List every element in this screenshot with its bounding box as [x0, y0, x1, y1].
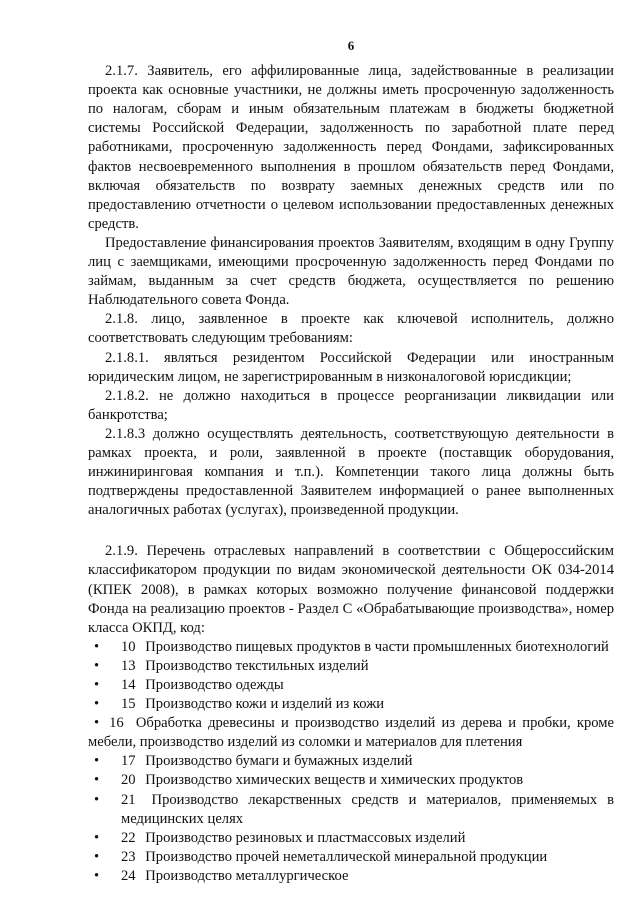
bullet-icon: • [94, 772, 100, 789]
list-item [88, 829, 614, 848]
bullet-icon: • [94, 791, 100, 808]
document-page [88, 36, 614, 886]
list-item [88, 867, 614, 886]
bullet-icon: • [94, 848, 100, 865]
bullet-icon: • [94, 753, 100, 770]
okpd-text: Производство металлургическое [145, 867, 349, 884]
okpd-text: Производство текстильных изделий [145, 657, 369, 674]
paragraph-2-1-8-1: 2.1.8.1. являться резидентом Российской Федерации или иностранным юридическим лицом, не зарегистрированным в низконалоговой юрисдикции; [88, 349, 614, 385]
okpd-text: Производство пищевых продуктов в части промышленных биотехнологий [145, 638, 609, 655]
paragraph-financing-group: Предоставление финансирования проектов Заявителям, входящим в одну Группу лиц с заемщиками, имеющими просроченную задолженность перед Фондами по займам, выданным за счет средств бюджета, осуществляется по решению Наблюдательного совета Фонда. [88, 234, 614, 309]
okpd-code: 10 [121, 638, 136, 655]
paragraph-gap [88, 520, 614, 542]
paragraph-2-1-9: 2.1.9. Перечень отраслевых направлений в соответствии с Общероссийским классификатором продукции по видам экономической деятельности ОК 034-2014 (КПЕК 2008), в рамках которых возможно получение финансовой поддержки Фонда на реализацию проектов - Раздел С «Обрабатывающие производства», номер класса ОКПД, код: [88, 543, 614, 636]
list-item [88, 752, 614, 771]
okpd-code: 17 [121, 753, 136, 770]
list-item [88, 695, 614, 714]
bullet-icon: • [94, 657, 100, 674]
paragraph-2-1-8: 2.1.8. лицо, заявленное в проекте как ключевой исполнитель, должно соответствовать следующим требованиям: [88, 311, 614, 347]
bullet-icon: • [94, 867, 100, 884]
list-item [88, 791, 614, 829]
okpd-code: 13 [121, 657, 136, 674]
okpd-code: 21 [121, 791, 136, 808]
page-number: 6 [347, 38, 355, 53]
paragraph-2-1-8-3: 2.1.8.3 должно осуществлять деятельность, соответствующую деятельности в рамках проекта, и роли, заявленной в проекте (поставщик оборудования, инжиниринговая компания и т.п.). Компетенции такого лица должны быть подтверждены предоставленной Заявителем информацией о ранее выполненных аналогичных работах (услугах), произведенной продукции. [88, 425, 614, 519]
list-item [88, 771, 614, 790]
paragraph-2-1-8-2: 2.1.8.2. не должно находиться в процессе реорганизации ликвидации или банкротства; [88, 387, 614, 423]
okpd-code: 14 [121, 677, 136, 693]
okpd-code: 22 [121, 829, 136, 846]
okpd-code: 20 [121, 772, 136, 789]
okpd-code: 15 [121, 696, 136, 713]
okpd-text: Производство кожи и изделий из кожи [145, 696, 385, 713]
list-item [88, 714, 614, 752]
bullet-icon: • [94, 715, 100, 732]
okpd-code: 16 [109, 715, 124, 732]
okpd-text: Производство резиновых и пластмассовых изделий [145, 829, 466, 846]
okpd-text: Производство лекарственных средств и материалов, применяемых в медицинских целях [121, 791, 615, 827]
okpd-text: Производство прочей неметаллической минеральной продукции [145, 848, 548, 865]
okpd-class-list [88, 638, 614, 886]
okpd-text: Производство одежды [145, 677, 284, 693]
bullet-icon: • [94, 638, 100, 655]
bullet-icon: • [94, 677, 100, 693]
okpd-text: Обработка древесины и производство изделий из дерева и пробки, кроме мебели, производство изделий из соломки и материалов для плетения [88, 715, 614, 751]
okpd-code: 23 [121, 848, 136, 865]
okpd-text: Производство бумаги и бумажных изделий [145, 753, 413, 770]
list-item [88, 657, 614, 676]
bullet-icon: • [94, 829, 100, 846]
paragraph-2-1-7: 2.1.7. Заявитель, его аффилированные лица, задействованные в реализации проекта как основные участники, не должны иметь просроченную задолженность по налогам, сборам и иным обязательным платежам в бюджеты бюджетной системы Российской Федерации, задолженность по заработной плате перед работниками, просроченную задолженность перед Фондами, зафиксированных фактов несвоевременного выполнения в прошлом обязательств перед Фондами, включая обязательств по возврату заемных денежных средств или по предоставлению отчетности о целевом использовании предоставленных денежных средств. [88, 63, 614, 232]
okpd-code: 24 [121, 867, 136, 884]
okpd-text: Производство химических веществ и химических продуктов [145, 772, 524, 789]
list-item [88, 848, 614, 867]
list-item [88, 676, 614, 695]
bullet-icon: • [94, 696, 100, 713]
list-item [88, 638, 614, 657]
